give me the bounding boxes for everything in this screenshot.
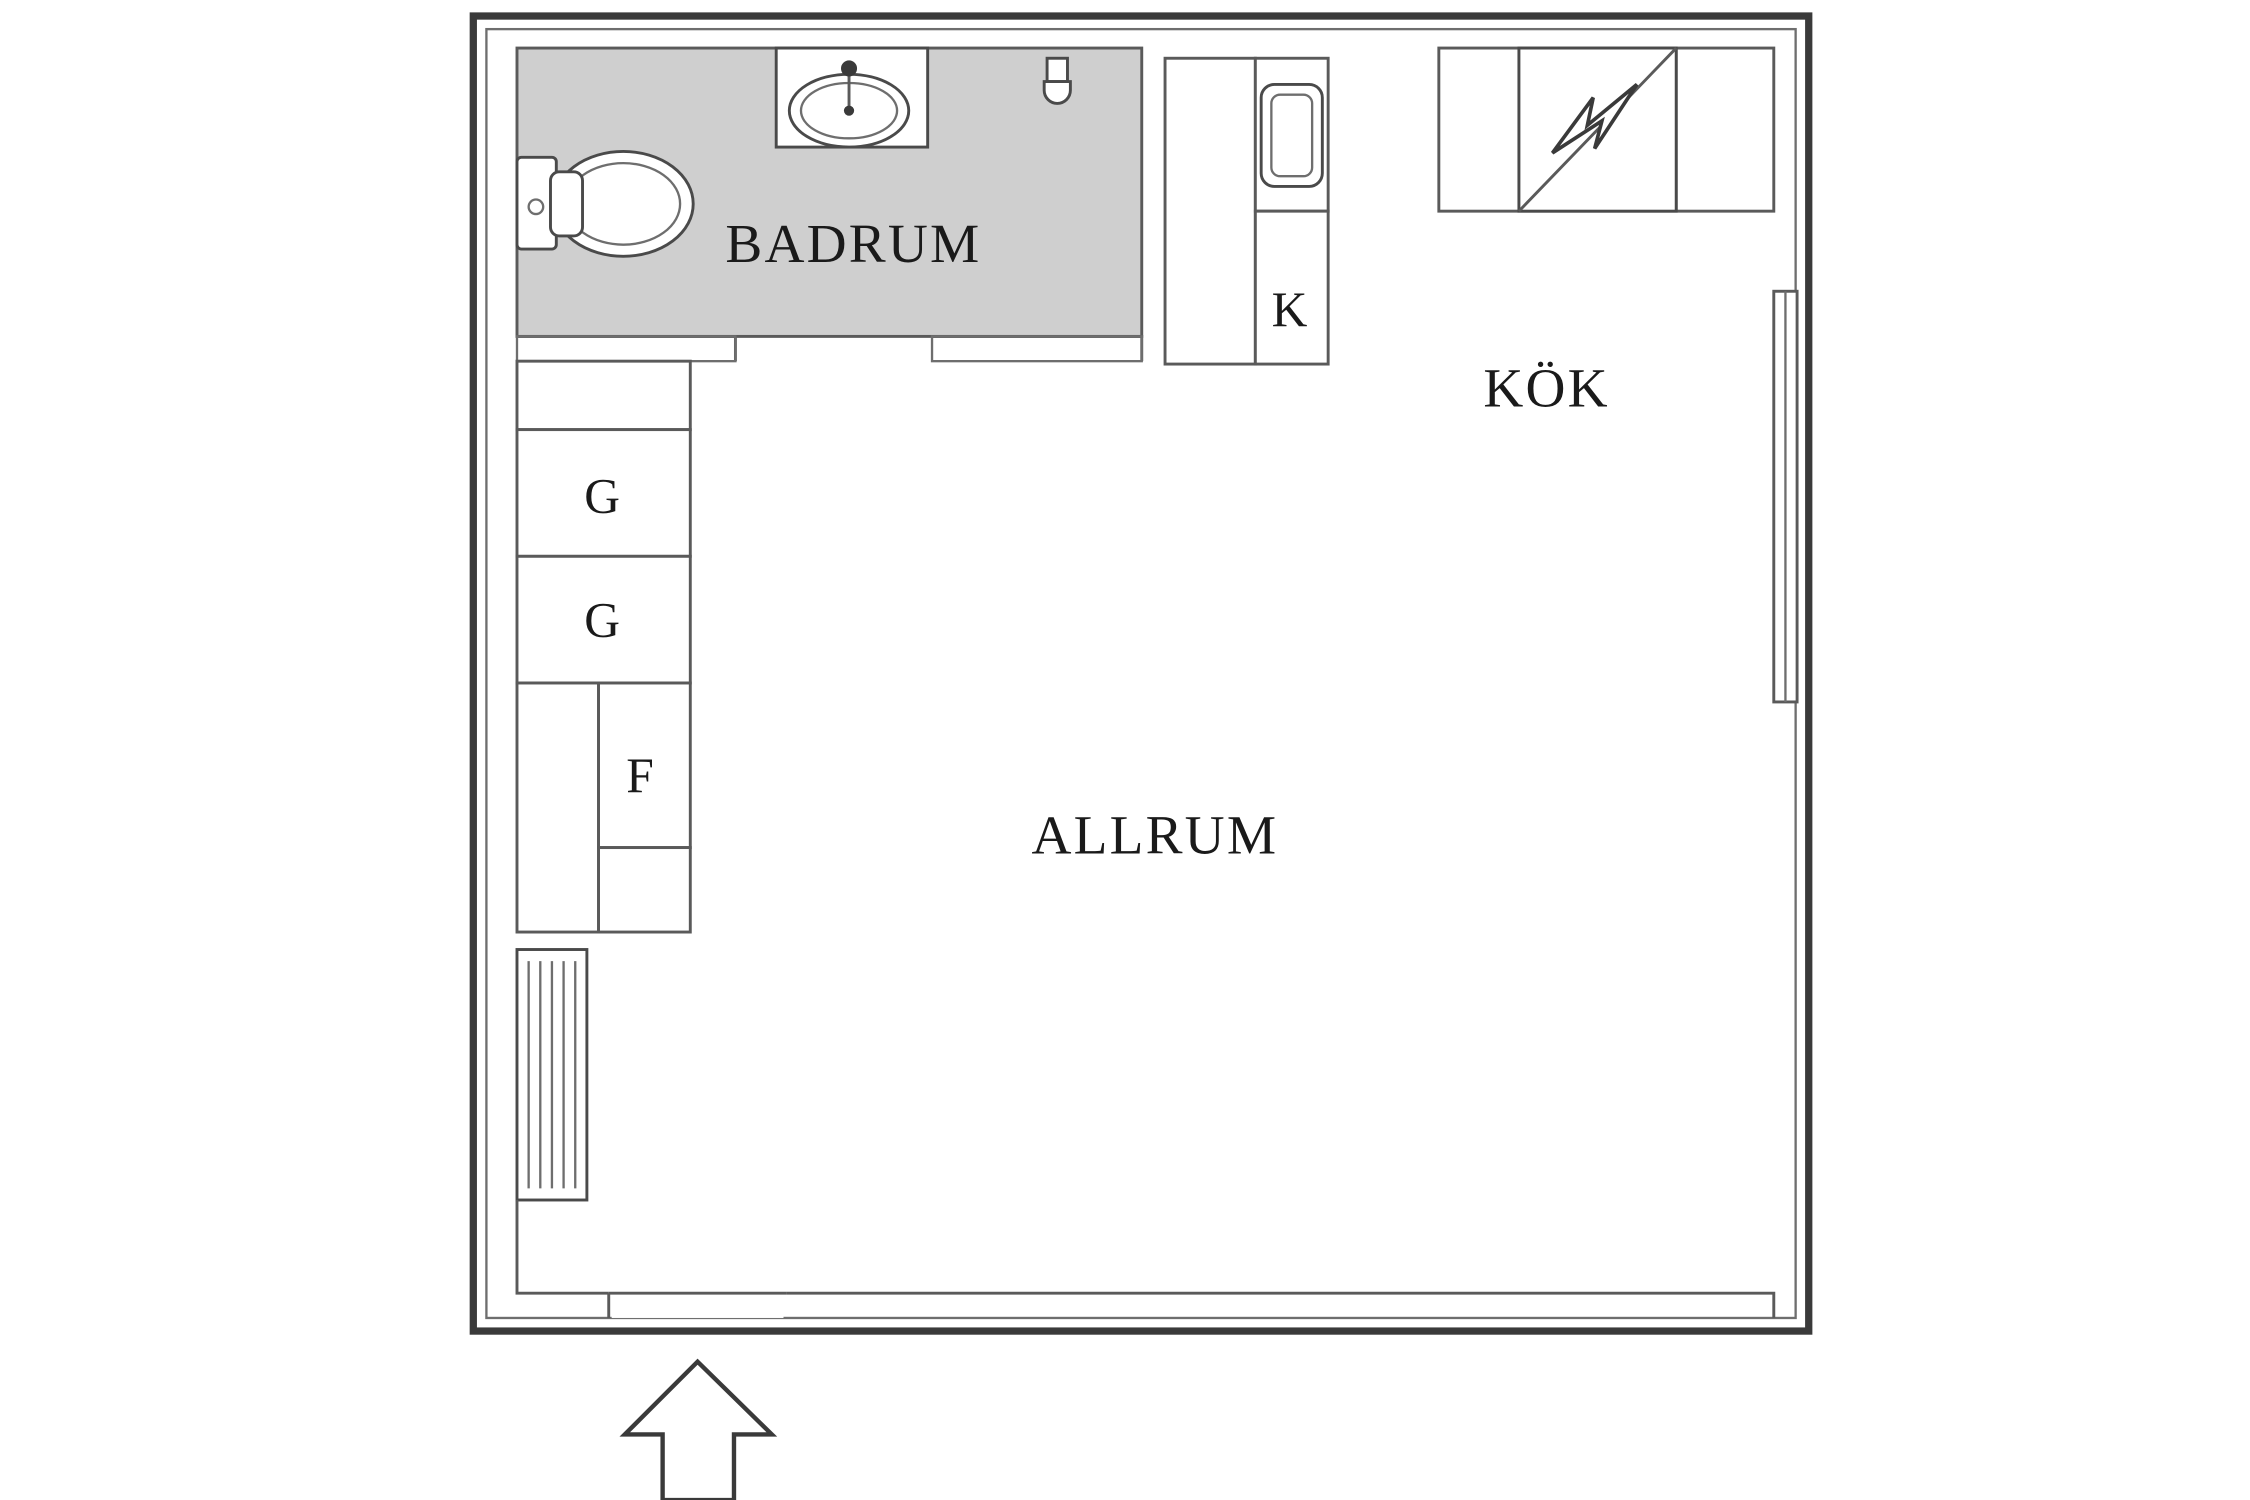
entry-arrow-icon (625, 1362, 772, 1500)
window-right (1774, 291, 1797, 702)
entry-door-opening (517, 1200, 1774, 1318)
room-label-g-lower: G (584, 592, 622, 648)
room-label-kok: KÖK (1483, 357, 1610, 419)
room-label-g-upper: G (584, 468, 622, 524)
room-label-f: F (626, 748, 656, 804)
stove-fixture (1261, 84, 1322, 186)
radiator-fixture (517, 950, 587, 1200)
room-label-allrum: ALLRUM (1031, 804, 1279, 866)
room-label-k: K (1271, 282, 1309, 338)
sink-fixture (776, 48, 927, 147)
kitchen-upper-cabinets (1439, 48, 1774, 211)
floor-drain-icon (1044, 58, 1070, 103)
electrical-panel-icon (1519, 48, 1676, 211)
toilet-fixture (517, 151, 693, 256)
room-label-badrum: BADRUM (725, 213, 982, 275)
